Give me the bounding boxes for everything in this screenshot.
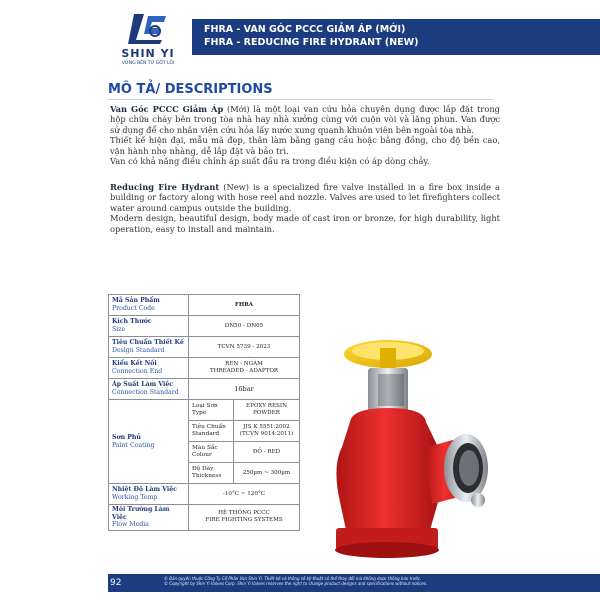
spec-row-design <box>109 337 300 358</box>
spec-table <box>108 294 300 531</box>
spec-value: FHRA <box>189 295 300 316</box>
description-en-lead: Reducing Fire Hydrant <box>110 182 220 192</box>
spec-label-en: Connection Standard <box>112 389 179 396</box>
page-number: 92 <box>110 578 122 588</box>
spec-value: 250µm ~ 300µm <box>234 463 300 484</box>
spec-value: TCVN 5739 - 2023 <box>189 337 300 358</box>
spec-value: DN50 - DN65 <box>189 316 300 337</box>
page-header <box>0 0 600 78</box>
spec-value: REN - NGÀM <box>225 361 263 367</box>
spec-sublabel: Loại Sơn <box>192 403 218 409</box>
spec-label-vi: Kích Thước <box>112 318 152 326</box>
spec-value: (TCVN 9014:2011) <box>239 431 294 437</box>
copyright-line-vi: © Bản quyền thuộc Công Ty Cổ Phần Van Shin Yi. Thiết kế và thông số kỹ thuật có thể thay đổi mà không được thông báo trước. <box>164 576 422 581</box>
description-vi <box>110 104 500 166</box>
spec-sublabel: Độ Dày <box>192 466 214 472</box>
spec-row-pressure <box>109 379 300 400</box>
spec-value: ĐỎ - RED <box>234 442 300 463</box>
spec-label-en: Flow Media <box>112 521 149 529</box>
title-vi: FHRA - VAN GÓC PCCC GIẢM ÁP (MỚI) <box>204 24 406 35</box>
spec-value: 16bar <box>189 379 300 400</box>
title-en: FHRA - REDUCING FIRE HYDRANT (NEW) <box>204 37 419 48</box>
spec-label-vi: Kiểu Kết Nối <box>112 360 157 368</box>
title-bar <box>192 19 600 55</box>
fire-hydrant-valve-image <box>320 262 500 574</box>
spec-label-vi: Áp Suất Làm Việc <box>112 381 174 389</box>
spec-sublabel: Màu Sắc <box>192 445 218 451</box>
page-footer <box>108 574 600 592</box>
description-vi-line3: Van có khả năng điều chỉnh áp suất đầu ra trong điều kiện có áp dòng chảy. <box>110 156 430 167</box>
description-en-line2: Modern design, beautiful design, body made of cast iron or bronze, for high durability, light operation, easy to install and maintain. <box>110 213 500 234</box>
copyright-notice <box>164 576 594 587</box>
spec-label-vi: Tiêu Chuẩn Thiết Kế <box>112 339 184 347</box>
spec-label-vi: Sơn Phủ <box>112 433 141 441</box>
spec-value: -10°C ~ 120°C <box>189 484 300 505</box>
section-heading: MÔ TẢ/ DESCRIPTIONS <box>108 82 273 97</box>
brand-logo <box>108 10 188 74</box>
spec-sublabel: Colour <box>192 452 212 458</box>
spec-row-connection <box>109 358 300 379</box>
spec-value: EPOXY RESIN <box>245 403 288 409</box>
spec-row-paint-type <box>109 400 300 421</box>
description-vi-lead: Van Góc PCCC Giảm Áp <box>110 104 224 114</box>
spec-label-vi: Nhiệt Độ Làm Việc <box>112 486 177 494</box>
spec-label-en: Design Standard <box>112 347 165 354</box>
brand-name: SHIN YI <box>121 47 175 60</box>
spec-row-media <box>109 505 300 531</box>
spec-label-en: Paint Coating <box>112 441 155 449</box>
spec-value: JIS K 5551:2002 <box>243 424 290 430</box>
spec-label-en: Size <box>112 326 126 333</box>
spec-sublabel: Standard <box>192 431 220 437</box>
brand-tagline: VỮNG BỀN TỪ GỐT LÕI <box>121 61 175 66</box>
description-vi-body: (Mới) là một loại van cứu hỏa chuyên dụng được lắp đặt trong hộp chữa cháy bên trong tòa nhà hay nhà xưởng cùng với cuộn vòi và lăng phun. Van được sử dụng để cho nhân viên cứu hỏa lấy nước xung quanh khuôn viên bên ngoài tòa nhà. <box>110 104 500 135</box>
spec-label-vi: Mã Sản Phẩm <box>112 297 160 305</box>
spec-label-vi: Môi Trường Làm Việc <box>112 506 170 521</box>
spec-sublabel: Type <box>192 410 207 416</box>
spec-row-code <box>109 295 300 316</box>
spec-sublabel: Tiêu Chuẩn <box>192 424 226 430</box>
section-divider <box>108 99 493 100</box>
spec-value: FIRE FIGHTING SYSTEMS <box>205 517 283 524</box>
description-en <box>110 182 500 234</box>
spec-row-temp <box>109 484 300 505</box>
spec-label-en: Connection End <box>112 368 163 375</box>
description-vi-line2: Thiết kế hiện đại, mẫu mã đẹp, thân làm bằng gang cầu hoặc bằng đồng, cho độ bền cao, vận hành nhẹ nhàng, dễ lắp đặt và bảo trì. <box>110 135 500 156</box>
spec-label-en: Product Code <box>112 305 155 312</box>
handwheel-icon <box>344 340 432 370</box>
shin-yi-logo-icon <box>126 10 170 46</box>
spec-row-size <box>109 316 300 337</box>
spec-value: POWDER <box>253 410 280 416</box>
spec-value: HỆ THỐNG PCCC <box>218 510 270 517</box>
description-en-body: (New) is a specialized fire valve installed in a fire box inside a building or factory along with hose reel and nozzle. Valves are used to let firefighters collect water around campus outside the building. <box>110 182 500 213</box>
spec-value: THREADED - ADAPTOR <box>209 368 279 374</box>
spec-label-en: Working Temp <box>112 494 158 501</box>
spec-sublabel: Thickness <box>192 473 222 479</box>
copyright-line-en: © Copyright by Shin Yi Valves Corp. Shin Yi Valves reserves the right to change product designs and specifications without notices. <box>164 581 428 587</box>
